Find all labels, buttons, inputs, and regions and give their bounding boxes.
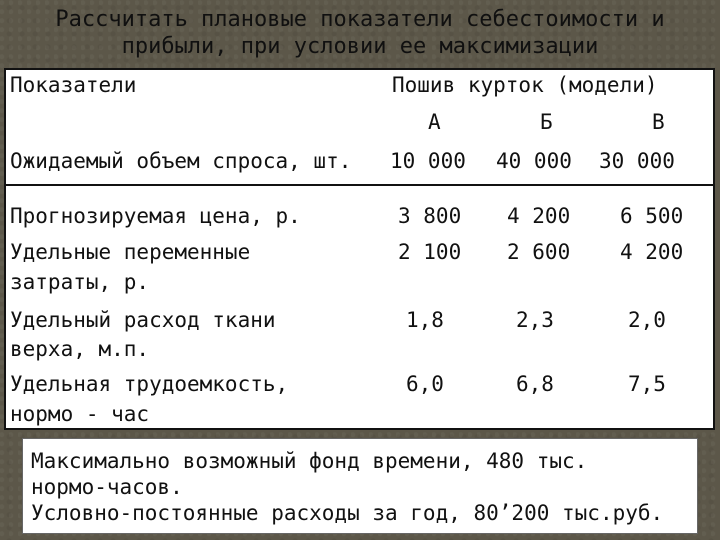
row-variable-costs-value-a: 2 100 <box>398 240 462 264</box>
row-label-demand: Ожидаемый объем спроса, шт. <box>10 149 352 173</box>
row-separator <box>6 184 713 186</box>
note-fixed-costs: Условно-постоянные расходы за год, 80’200 тыс.руб. <box>31 501 664 525</box>
row-labor-intensity-value-b: 6,8 <box>516 372 554 396</box>
indicators-table <box>4 68 715 430</box>
row-labor-intensity-value-a: 6,0 <box>406 372 444 396</box>
row-price-value-a: 3 800 <box>398 204 462 228</box>
title-line-1: Рассчитать плановые показатели себестоимости и <box>55 7 665 32</box>
header-model-b: Б <box>540 110 553 134</box>
note-time-fund: Максимально возможный фонд времени, 480 тыс. <box>31 449 588 473</box>
title-line-2: прибыли, при условии ее максимизации <box>121 34 599 59</box>
row-label-variable-costs-1: Удельные переменные <box>10 240 251 264</box>
header-jacket-models: Пошив курток (модели) <box>392 73 658 97</box>
header-indicators: Показатели <box>10 73 137 97</box>
conditions-note <box>22 438 698 534</box>
row-label-labor-intensity-2: нормо - час <box>10 402 150 426</box>
row-label-fabric-usage-2: верха, м.п. <box>10 337 150 361</box>
row-variable-costs-value-b: 2 600 <box>507 240 571 264</box>
row-demand-value-b: 40 000 <box>496 149 572 173</box>
row-labor-intensity-value-v: 7,5 <box>628 372 666 396</box>
row-label-labor-intensity-1: Удельная трудоемкость, <box>10 372 289 396</box>
row-demand-value-v: 30 000 <box>599 149 675 173</box>
row-fabric-usage-value-a: 1,8 <box>406 308 444 332</box>
row-fabric-usage-value-b: 2,3 <box>516 308 554 332</box>
note-time-fund-unit: нормо-часов. <box>31 475 183 499</box>
row-price-value-b: 4 200 <box>507 204 571 228</box>
task-title <box>0 6 720 60</box>
row-label-fabric-usage-1: Удельный расход ткани <box>10 308 276 332</box>
header-model-v: В <box>652 110 665 134</box>
header-model-a: А <box>428 110 441 134</box>
row-price-value-v: 6 500 <box>620 204 684 228</box>
row-label-variable-costs-2: затраты, р. <box>10 270 150 294</box>
row-label-price: Прогнозируемая цена, р. <box>10 204 301 228</box>
row-fabric-usage-value-v: 2,0 <box>628 308 666 332</box>
row-variable-costs-value-v: 4 200 <box>620 240 684 264</box>
row-demand-value-a: 10 000 <box>390 149 466 173</box>
